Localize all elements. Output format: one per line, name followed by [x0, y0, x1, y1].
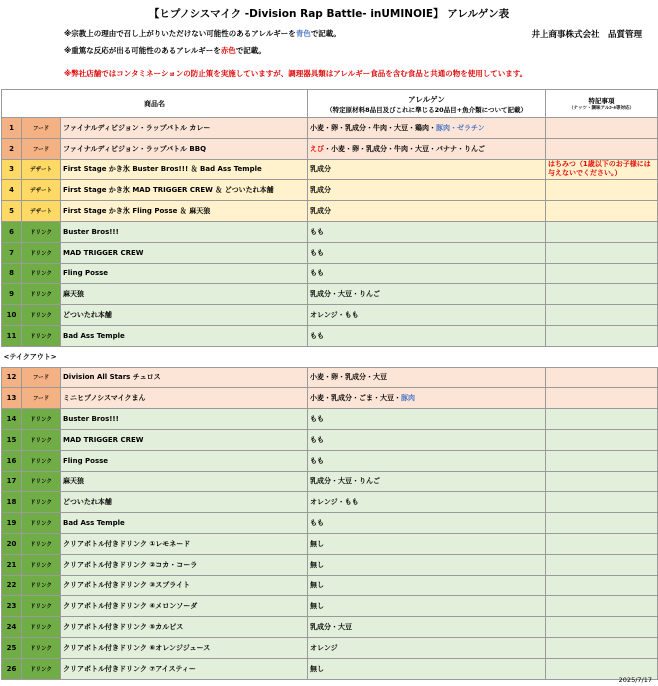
item-allergens [308, 617, 546, 638]
allergen-text: 無し [310, 581, 325, 590]
allergen-text: もも [310, 435, 325, 444]
takeout-section [2, 346, 658, 367]
item-allergens [308, 118, 546, 139]
allergen-text: もも [310, 415, 325, 424]
item-allergens [308, 138, 546, 159]
table-row [2, 180, 658, 201]
header-item: 商品名 [2, 90, 308, 118]
item-allergens [308, 596, 546, 617]
item-name: どついたれ本舗 [61, 305, 308, 326]
item-category: ドリンク [22, 284, 61, 305]
item-number: 20 [2, 533, 22, 554]
table-row [2, 284, 658, 305]
allergen-text: 無し [310, 539, 325, 548]
item-name: Buster Bros!!! [61, 221, 308, 242]
item-name: First Stage かき氷 MAD TRIGGER CREW ＆ どついたれ本舗 [61, 180, 308, 201]
item-number: 7 [2, 242, 22, 263]
header-allergen-sub: （特定原材料8品目及びこれに準じる20品目+魚介類について記載） [326, 105, 527, 114]
table-row [2, 388, 658, 409]
header-special-sub: （ナッツ・調味アルｺｰﾙ等対応） [569, 106, 635, 111]
item-special-note [546, 138, 658, 159]
allergen-text: 小麦・乳成分・ごま・大豆・ [310, 394, 402, 403]
item-special-note [546, 575, 658, 596]
item-special-note [546, 388, 658, 409]
item-category: ドリンク [22, 471, 61, 492]
item-name: クリアボトル付きドリンク ⑥オレンジジュース [61, 637, 308, 658]
item-category: ドリンク [22, 617, 61, 638]
item-special-note [546, 180, 658, 201]
item-category: ドリンク [22, 325, 61, 346]
page-title: 【ヒプノシスマイク -Division Rap Battle- inUMINOIE】 アレルゲン表 [148, 8, 510, 20]
item-allergens [308, 533, 546, 554]
item-category: ドリンク [22, 575, 61, 596]
note-severe [64, 45, 266, 56]
item-allergens [308, 180, 546, 201]
item-allergens [308, 159, 546, 180]
item-number: 15 [2, 429, 22, 450]
item-name: First Stage かき氷 Fling Posse ＆ 麻天狼 [61, 201, 308, 222]
item-special-note [546, 284, 658, 305]
header-special [546, 90, 658, 118]
table-row [2, 118, 658, 139]
allergen-text: オレンジ [310, 643, 338, 652]
table-row [2, 242, 658, 263]
item-name: クリアボトル付きドリンク ①レモネード [61, 533, 308, 554]
table-row [2, 513, 658, 534]
item-name: ファイナルディビジョン・ラップバトル BBQ [61, 138, 308, 159]
company-name: 井上商事株式会社 品質管理 [531, 30, 642, 40]
allergen-text: もも [310, 248, 325, 257]
item-number: 10 [2, 305, 22, 326]
takeout-rows [2, 367, 658, 679]
table-row [2, 658, 658, 679]
note-religious [64, 28, 341, 39]
item-number: 9 [2, 284, 22, 305]
item-number: 19 [2, 513, 22, 534]
item-special-note [546, 118, 658, 139]
item-category: フード [22, 367, 61, 388]
item-special-note [546, 471, 658, 492]
allergen-table [1, 89, 658, 680]
item-special-note [546, 533, 658, 554]
item-name: MAD TRIGGER CREW [61, 242, 308, 263]
item-special-note [546, 305, 658, 326]
item-name: クリアボトル付きドリンク ④メロンソーダ [61, 596, 308, 617]
item-number: 16 [2, 450, 22, 471]
allergen-text: オレンジ・もも [310, 498, 359, 507]
item-category: ドリンク [22, 221, 61, 242]
table-row [2, 409, 658, 430]
item-category: ドリンク [22, 305, 61, 326]
item-special-note [546, 492, 658, 513]
item-category: デザート [22, 159, 61, 180]
header-allergen [308, 90, 546, 118]
item-special-note [546, 325, 658, 346]
item-number: 4 [2, 180, 22, 201]
allergen-text: 乳成分・大豆・りんご [310, 290, 381, 299]
table-row [2, 429, 658, 450]
table-row [2, 492, 658, 513]
item-name: First Stage かき氷 Buster Bros!!! ＆ Bad Ass Temple [61, 159, 308, 180]
item-special-note [546, 617, 658, 638]
allergen-text: 無し [310, 560, 325, 569]
table-row [2, 159, 658, 180]
item-allergens [308, 658, 546, 679]
allergen-text: もも [310, 519, 325, 528]
note-text: で記載。 [235, 46, 266, 55]
table-header-row [2, 90, 658, 118]
item-allergens [308, 221, 546, 242]
table-row [2, 471, 658, 492]
item-category: ドリンク [22, 409, 61, 430]
item-category: ドリンク [22, 533, 61, 554]
table-row [2, 575, 658, 596]
note-blue-word: 青色 [295, 29, 311, 38]
table-row [2, 617, 658, 638]
item-category: フード [22, 388, 61, 409]
table-row [2, 305, 658, 326]
item-allergens [308, 450, 546, 471]
item-number: 17 [2, 471, 22, 492]
allergen-text: 乳成分・大豆・りんご [310, 477, 381, 486]
item-special-note [546, 367, 658, 388]
item-allergens [308, 325, 546, 346]
item-allergens [308, 575, 546, 596]
item-special-note [546, 450, 658, 471]
item-name: どついたれ本舗 [61, 492, 308, 513]
item-number: 23 [2, 596, 22, 617]
allergen-text: オレンジ・もも [310, 311, 359, 320]
allergen-religious: 豚肉 [401, 394, 416, 403]
item-number: 6 [2, 221, 22, 242]
allergen-text: ・小麦・卵・乳成分・牛肉・大豆・バナナ・りんご [324, 144, 486, 153]
note-red-word: 赤色 [220, 46, 236, 55]
item-category: ドリンク [22, 492, 61, 513]
note-text: ※宗教上の理由で召し上がりいただけない可能性のあるアレルギーを [64, 29, 296, 38]
section-row [2, 346, 658, 367]
item-name: Fling Posse [61, 263, 308, 284]
dine-in-rows [2, 118, 658, 347]
item-number: 13 [2, 388, 22, 409]
item-number: 24 [2, 617, 22, 638]
item-category: フード [22, 138, 61, 159]
item-name: MAD TRIGGER CREW [61, 429, 308, 450]
item-category: ドリンク [22, 263, 61, 284]
item-number: 5 [2, 201, 22, 222]
item-number: 25 [2, 637, 22, 658]
item-special-note [546, 242, 658, 263]
table-row [2, 201, 658, 222]
allergen-text: 小麦・卵・乳成分・牛肉・大豆・鶏肉・ [310, 123, 437, 132]
table-row [2, 596, 658, 617]
item-name: Bad Ass Temple [61, 325, 308, 346]
item-allergens [308, 513, 546, 534]
item-name: 麻天狼 [61, 471, 308, 492]
allergen-text: もも [310, 331, 325, 340]
item-name: Buster Bros!!! [61, 409, 308, 430]
item-category: ドリンク [22, 513, 61, 534]
item-allergens [308, 242, 546, 263]
item-category: ドリンク [22, 658, 61, 679]
item-category: ドリンク [22, 242, 61, 263]
allergen-text: もも [310, 269, 325, 278]
item-name: クリアボトル付きドリンク ③スプライト [61, 575, 308, 596]
item-name: クリアボトル付きドリンク ⑦アイスティー [61, 658, 308, 679]
item-allergens [308, 554, 546, 575]
item-allergens [308, 637, 546, 658]
allergen-text: もも [310, 456, 325, 465]
item-allergens [308, 492, 546, 513]
allergen-severe: えび [310, 144, 325, 153]
item-number: 22 [2, 575, 22, 596]
item-special-note [546, 201, 658, 222]
header-allergen-main: アレルゲン [408, 94, 445, 104]
allergen-text: 乳成分 [310, 186, 332, 195]
item-allergens [308, 201, 546, 222]
table-row [2, 533, 658, 554]
item-special-note [546, 263, 658, 284]
item-allergens [308, 263, 546, 284]
item-name: クリアボトル付きドリンク ②コカ・コーラ [61, 554, 308, 575]
item-name: Bad Ass Temple [61, 513, 308, 534]
item-category: ドリンク [22, 596, 61, 617]
note-text: ※重篤な反応が出る可能性のあるアレルギーを [64, 46, 221, 55]
allergen-text: 無し [310, 602, 325, 611]
header-special-main: 特記事項 [588, 97, 615, 105]
item-special-note [546, 513, 658, 534]
table-row [2, 138, 658, 159]
item-number: 14 [2, 409, 22, 430]
item-number: 3 [2, 159, 22, 180]
item-number: 12 [2, 367, 22, 388]
item-number: 2 [2, 138, 22, 159]
item-number: 8 [2, 263, 22, 284]
item-allergens [308, 388, 546, 409]
item-category: ドリンク [22, 429, 61, 450]
table-row [2, 263, 658, 284]
item-name: ファイナルディビジョン・ラップバトル カレー [61, 118, 308, 139]
item-number: 1 [2, 118, 22, 139]
item-allergens [308, 305, 546, 326]
item-number: 18 [2, 492, 22, 513]
allergen-text: もも [310, 227, 325, 236]
table-row [2, 221, 658, 242]
allergen-text: 乳成分 [310, 165, 332, 174]
table-row [2, 554, 658, 575]
item-category: ドリンク [22, 554, 61, 575]
allergen-religious: 豚肉・ゼラチン [436, 123, 485, 132]
item-special-note [546, 429, 658, 450]
item-name: Division All Stars チュロス [61, 367, 308, 388]
item-name: クリアボトル付きドリンク ⑤カルピス [61, 617, 308, 638]
table-row [2, 450, 658, 471]
item-allergens [308, 429, 546, 450]
allergen-text: 乳成分・大豆 [310, 623, 353, 632]
item-number: 26 [2, 658, 22, 679]
item-number: 21 [2, 554, 22, 575]
item-special-note [546, 637, 658, 658]
item-name: 麻天狼 [61, 284, 308, 305]
item-category: フード [22, 118, 61, 139]
item-category: デザート [22, 201, 61, 222]
date: 2025/7/17 [618, 676, 652, 684]
item-category: ドリンク [22, 450, 61, 471]
item-special-note [546, 596, 658, 617]
item-allergens [308, 367, 546, 388]
table-row [2, 367, 658, 388]
allergen-text: 小麦・卵・乳成分・大豆 [310, 373, 388, 382]
item-special-note [546, 554, 658, 575]
item-special-note [546, 221, 658, 242]
note-contamination: ※弊社店舗ではコンタミネーションの防止策を実施していますが、調理器具類はアレルギー食品を含む食品と共通の物を使用しています。 [64, 69, 528, 78]
section-takeout-label: <テイクアウト> [2, 346, 658, 367]
allergen-text: 乳成分 [310, 207, 332, 216]
item-special-note: はちみつ（1歳以下のお子様には与えないでください。） [546, 159, 658, 180]
note-text: で記載。 [310, 29, 341, 38]
item-allergens [308, 471, 546, 492]
item-name: ミニヒプノシスマイクまん [61, 388, 308, 409]
allergen-text: 無し [310, 664, 325, 673]
item-name: Fling Posse [61, 450, 308, 471]
item-allergens [308, 284, 546, 305]
table-row [2, 637, 658, 658]
item-category: ドリンク [22, 637, 61, 658]
item-category: デザート [22, 180, 61, 201]
item-allergens [308, 409, 546, 430]
item-number: 11 [2, 325, 22, 346]
table-row [2, 325, 658, 346]
item-special-note [546, 409, 658, 430]
